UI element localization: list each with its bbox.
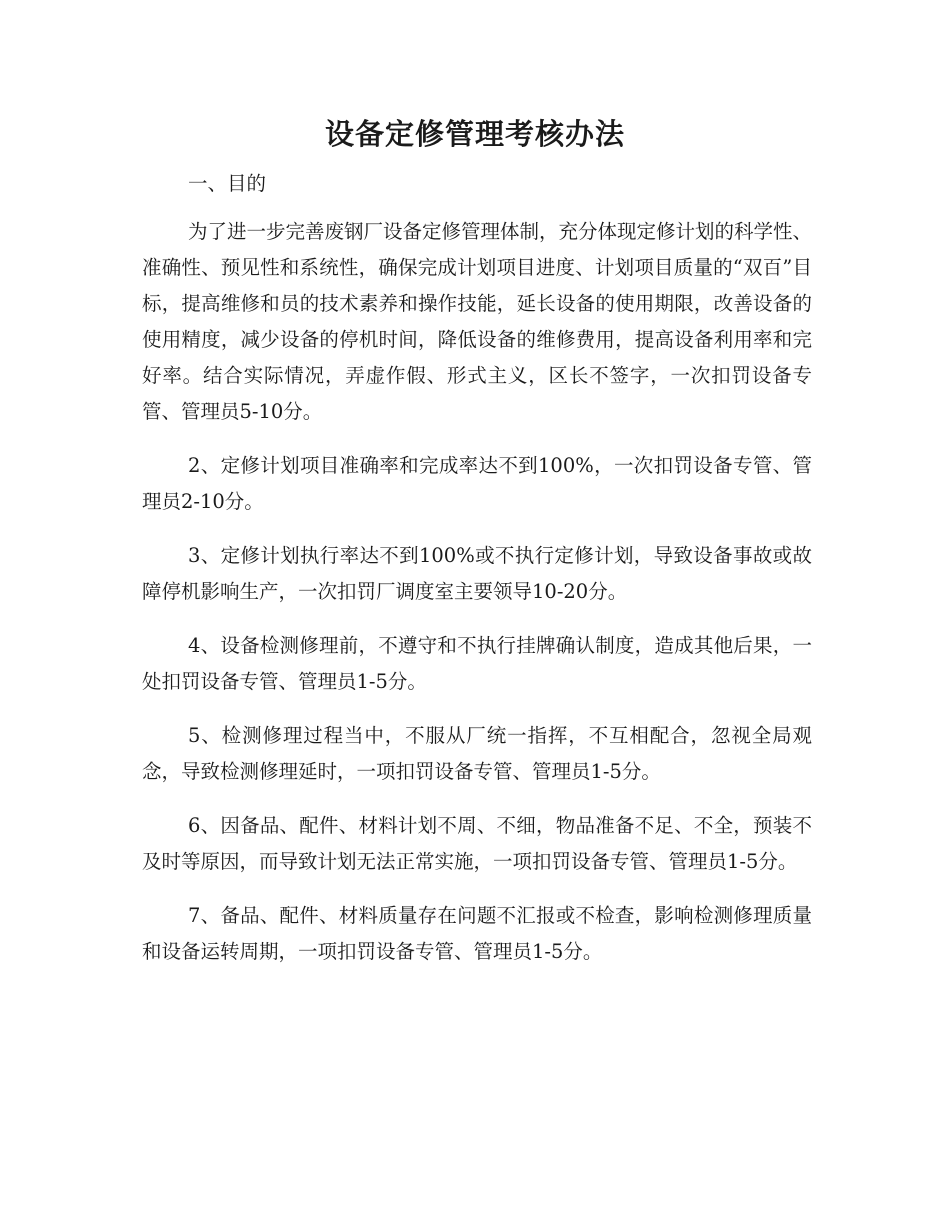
paragraph-item-7: 7、备品、配件、材料质量存在问题不汇报或不检查，影响检测修理质量和设备运转周期，一项扣罚设备专管、管理员1-5分。	[142, 904, 812, 963]
document-title: 设备定修管理考核办法	[324, 117, 625, 151]
section-heading-purpose: 一、目的	[188, 172, 267, 195]
document-body	[142, 214, 812, 988]
paragraph-item-5: 5、检测修理过程当中，不服从厂统一指挥，不互相配合，忽视全局观念，导致检测修理延时，一项扣罚设备专管、管理员1-5分。	[142, 724, 812, 783]
paragraph-item-4: 4、设备检测修理前，不遵守和不执行挂牌确认制度，造成其他后果，一处扣罚设备专管、管理员1-5分。	[142, 634, 812, 693]
paragraph-purpose: 为了进一步完善废钢厂设备定修管理体制，充分体现定修计划的科学性、准确性、预见性和系统性，确保完成计划项目进度、计划项目质量的“双百”目标，提高维修和员的技术素养和操作技能，延长设备的使用期限，改善设备的使用精度，减少设备的停机时间，降低设备的维修费用，提高设备利用率和完好率。结合实际情况，弄虚作假、形式主义，区长不签字，一次扣罚设备专管、管理员5-10分。	[142, 220, 813, 423]
paragraph-item-6: 6、因备品、配件、材料计划不周、不细，物品准备不足、不全，预装不及时等原因，而导致计划无法正常实施，一项扣罚设备专管、管理员1-5分。	[142, 814, 812, 873]
paragraph-item-2: 2、定修计划项目准确率和完成率达不到100%，一次扣罚设备专管、管理员2-10分。	[142, 454, 812, 513]
paragraph-item-3: 3、定修计划执行率达不到100%或不执行定修计划，导致设备事故或故障停机影响生产，一次扣罚厂调度室主要领导10-20分。	[142, 544, 812, 603]
